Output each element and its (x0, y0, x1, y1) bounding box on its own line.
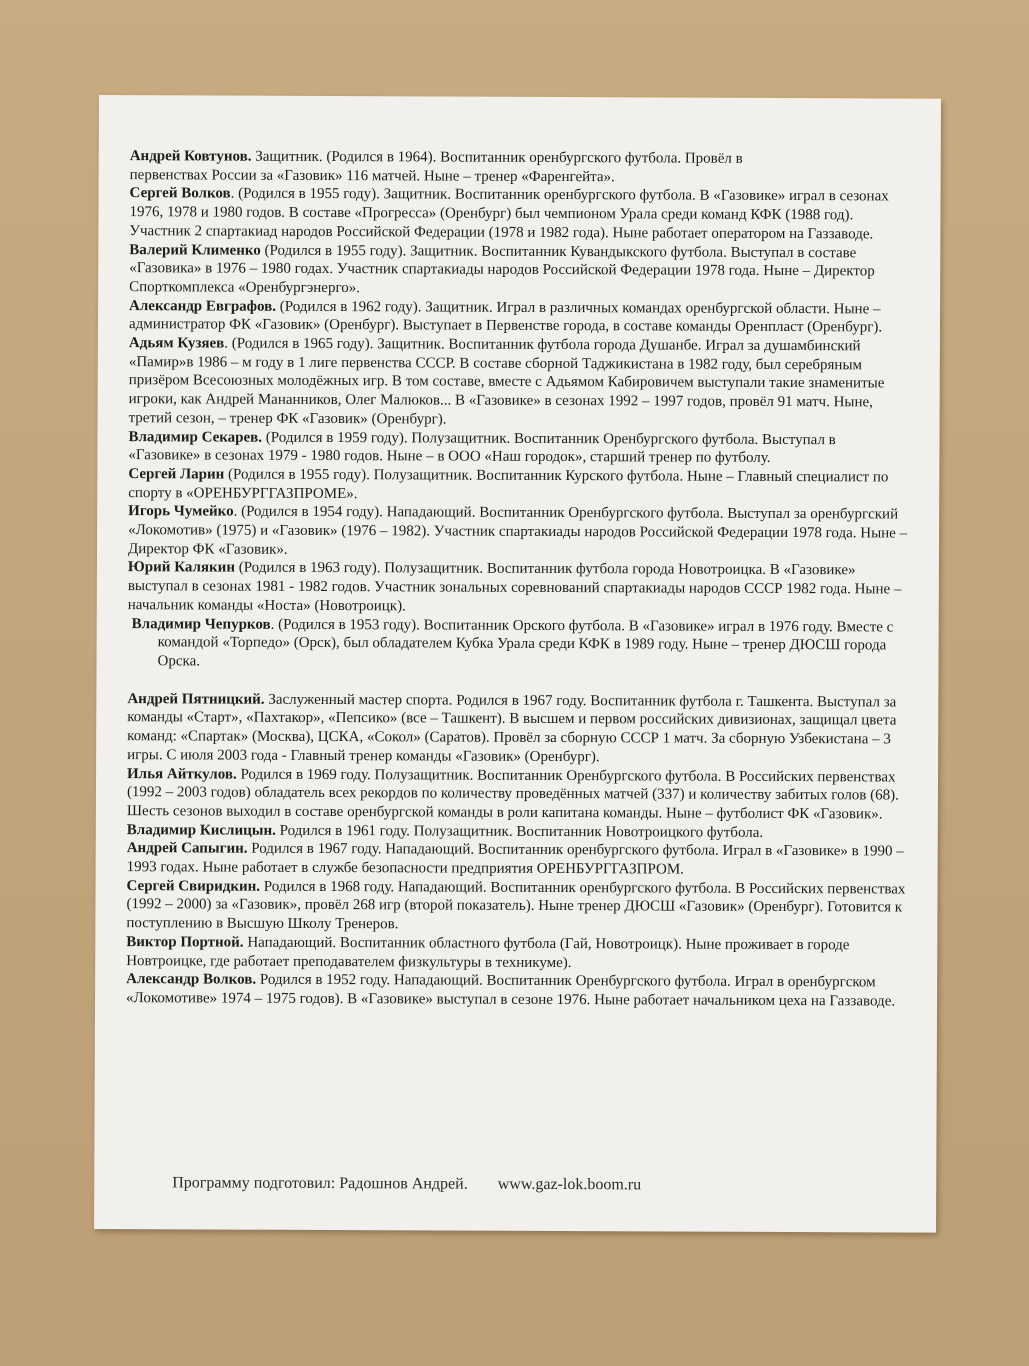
bio-text: (Родился в 1962 году). Защитник. Играл в различных командах оренбургской области. Ныне – администратор ФК «Газовик» (Оренбург). Выступает в Первенстве города, в составе команды Оренпласт (Оренбург). (128, 298, 883, 336)
bio-text: первенствах России за «Газовик» 116 матчей. Ныне – тренер «Фаренгейта». (129, 166, 615, 185)
bio-text: (Родился в 1959 году). Полузащитник. Воспитанник Оренбургского футбола. Выступал в «Газовике» в сезонах 1979 - 1980 годов. Ныне – в ООО «Наш городок», старший тренер по футболу. (128, 429, 836, 467)
bio-text: (Родился в 1963 году). Полузащитник. Воспитанник футбола города Новотроицка. В «Газовике» выступал в сезонах 1981 - 1982 годов. Участник зональных соревнований спартакиады народов СССР 1982 года. Ныне – начальник команды «Носта» (Новотроицк). (127, 560, 902, 615)
bio-text: . (Родился в 1965 году). Защитник. Воспитанник футбола города Душанбе. Играл за душамбинский «Памир»в 1986 – м году в 1 лиге первенства СССР. В составе сборной Таджикистана в 1982 году, был серебряным призёром Всесоюзных молодёжных игр. В том составе, вместе с Адьямом Кабировичем выступали такие знаменитые игроки, как Андрей Мананников, Олег Малюков... В «Газовике» в сезонах 1992 – 1997 годов, провёл 91 матч. Ныне, третий сезон, – тренер ФК «Газовик» (Оренбург). (128, 335, 885, 428)
bio-larin (128, 465, 908, 506)
bio-name: Андрей Ковтунов. (129, 148, 252, 165)
bio-klimenko (129, 241, 909, 301)
bio-name: Александр Волков. (126, 971, 257, 988)
bio-sviridkin (126, 877, 906, 937)
bio-text: . (Родился в 1954 году). Нападающий. Воспитанник Оренбургского футбола. Выступал за оренбургский «Локомотив» (1975) и «Газовик» (1976 – 1982). Участник спартакиады народов Российской Федерации 1978 года. Ныне – Директор ФК «Газовик». (127, 503, 908, 558)
bio-text: Родился в 1961 году. Полузащитник. Воспитанник Новотроицкого футбола. (275, 822, 764, 841)
bio-name: Андрей Пятницкий. (127, 690, 265, 708)
player-bios (126, 147, 910, 1011)
bio-name: Сергей Ларин (128, 466, 225, 483)
bio-name: Владимир Кислицын. (126, 821, 276, 839)
bio-sekarev (128, 428, 908, 469)
bio-evgrafov (129, 297, 909, 338)
bio-text: (Родился в 1955 году). Защитник. Воспитанник Кувандыкского футбола. Выступал в составе «Газовика» в 1976 – 1980 годах. Участник спартакиады народов Российской Федерации 1978 года. Ныне – Директор Спорткомплекса «Оренбургэнерго». (129, 242, 875, 297)
bio-text: . (Родился в 1953 году). Воспитанник Орского футбола. В «Газовике» играл в 1976 году. Вместе с командой «Торпедо» (Орск), был обладателем Кубка Урала среди КФК в 1989 году. Ныне – тренер ДЮСШ города Орска. (157, 616, 894, 670)
bio-name: Сергей Волков (129, 185, 231, 202)
program-credit (172, 1174, 641, 1194)
bio-text: Нападающий. Воспитанник областного футбола (Гай, Новотроицк). Ныне проживает в городе Новтроицке, где работает преподавателем физкультуры в техникуме). (126, 934, 850, 971)
bio-name: Владимир Секарев. (128, 428, 263, 446)
bio-pyatnitsky (127, 690, 907, 768)
bio-name: Александр Евграфов. (129, 297, 277, 315)
bio-name: Юрий Калякин (127, 559, 236, 577)
bio-text: Родился в 1969 году. Полузащитник. Воспитанник Оренбургского футбола. В Российских первенствах (1992 – 2003 годов) обладатель всех рекордов по количеству проведённых матчей (337) и количеству забитых голов (68). Шесть сезонов выходил в составе оренбургской команды в роли капитана команды. Ныне – футболист ФК «Газовик». (126, 766, 899, 823)
bio-chepurkov (127, 615, 907, 675)
bio-text: Родился в 1968 году. Нападающий. Воспитанник оренбургского футбола. В Российских первенствах (1992 – 2000) за «Газовик», провёл 268 игр (второй показатель). Ныне тренер ДЮСШ «Газовик» (Оренбург). Готовится к поступлению в Высшую Школу Тренеров. (126, 878, 906, 933)
bio-name: Владимир Чепурков (131, 615, 271, 633)
bio-name: Валерий Клименко (129, 241, 261, 259)
bio-aitkulov (127, 765, 907, 825)
bio-name: Игорь Чумейко (128, 503, 234, 520)
bio-name: Андрей Сапыгин. (126, 840, 248, 857)
bio-text: Родился в 1952 году. Нападающий. Воспитанник Оренбургского футбола. Играл в оренбургском «Локомотиве» 1974 – 1975 годов). В «Газовике» выступал в сезоне 1976. Ныне работает начальником цеха на Газзаводе. (126, 971, 896, 1010)
bio-text: . (Родился в 1955 году). Защитник. Воспитанник оренбургского футбола. В «Газовике» играл в сезонах 1976, 1978 и 1980 годов. В составе «Прогресса» (Оренбург) был чемпионом Урала среди команд КФК (1988 год). Участник 2 спартакиад народов Российской Федерации (1978 и 1982 года). Ныне работает оператором на Газзаводе. (129, 185, 889, 243)
bio-text: Защитник. (Родился в 1964). Воспитанник оренбургского футбола. Провёл в (251, 148, 743, 167)
bio-kuzyaev (129, 334, 909, 431)
program-sheet (94, 95, 941, 1233)
bio-name: Адьям Кузяев (128, 335, 225, 352)
bio-volkov-alexander (126, 970, 906, 1011)
bio-kalyakin (128, 559, 908, 619)
bio-sapygin (127, 839, 907, 880)
bio-name: Илья Айткулов. (127, 765, 237, 783)
bio-text: Заслуженный мастер спорта. Родился в 1967 году. Воспитанник футбола г. Ташкента. Выступал за команды «Старт», «Пахтакор», «Пепсико» (все – Ташкент). В высшем и первом российских дивизионах, защищал цвета команд: «Спартак» (Москва), ЦСКА, «Сокол» (Саратов). Провёл за сборную СССР 1 матч. За сборную Узбекистана – 3 игры. С июля 2003 года - Главный тренер команды «Газовик» (Оренбург). (127, 691, 897, 765)
bio-portnoy (126, 933, 906, 974)
credit-text: Программу подготовил: Радошнов Андрей. (172, 1174, 468, 1193)
website-url: www.gaz-lok.boom.ru (497, 1175, 642, 1194)
bio-chumeyko (128, 502, 908, 562)
bio-text: (Родился в 1955 году). Полузащитник. Воспитанник Курского футбола. Ныне – Главный специалист по спорту в «ОРЕНБУРГГАЗПРОМЕ». (128, 466, 889, 502)
bio-text: Родился в 1967 году. Нападающий. Воспитанник оренбургского футбола. Играл в «Газовике» в 1990 – 1993 годах. Ныне работает в службе безопасности предприятия ОРЕНБУРГГАЗПРОМ. (126, 840, 904, 878)
bio-name: Виктор Портной. (126, 933, 244, 951)
bio-volkov-sergey (129, 185, 909, 245)
bio-name: Сергей Свиридкин. (126, 877, 261, 895)
bio-kovtunov (130, 147, 910, 188)
